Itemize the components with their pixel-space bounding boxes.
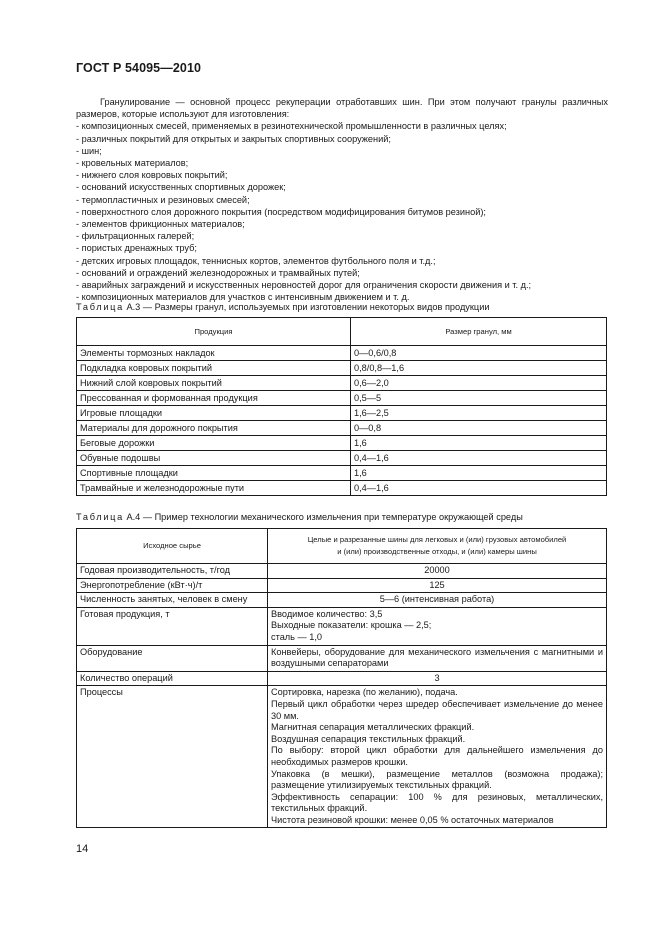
parameter-cell: Процессы [77,686,268,828]
table-row [77,406,607,421]
list-item: - нижнего слоя ковровых покрытий; [76,170,228,181]
column-header-tires [268,529,607,564]
value-cell: 125 [268,578,607,593]
size-cell: 0,5—5 [351,391,607,406]
product-cell: Материалы для дорожного покрытия [77,421,351,436]
parameter-cell: Готовая продукция, т [77,607,268,645]
table-a3-caption [76,301,489,313]
size-cell: 0—0,6/0,8 [351,346,607,361]
column-header-raw-material: Исходное сырье [77,529,268,564]
value-cell: 3 [268,671,607,686]
product-cell: Игровые площадки [77,406,351,421]
document-header: ГОСТ Р 54095—2010 [76,61,202,75]
value-line: Эффективность сепарации: 100 % для резиновых, металлических, текстильных фракций. [271,791,603,814]
table-a4-caption-text: А.4 — Пример технологии механического измельчения при температуре окружающей среды [123,512,523,522]
size-cell: 0,8/0,8—1,6 [351,361,607,376]
parameter-cell: Оборудование [77,645,268,671]
parameter-cell: Годовая производительность, т/год [77,564,268,579]
product-cell: Беговые дорожки [77,436,351,451]
value-line: Первый цикл обработки через шредер обеспечивает измельчение до менее 30 мм. [271,698,603,721]
table-a4-caption [76,511,523,523]
parameter-cell: Численность занятых, человек в смену [77,593,268,608]
list-item: - шин; [76,145,102,156]
list-item: - пористых дренажных труб; [76,243,197,254]
size-cell: 0,4—1,6 [351,481,607,496]
table-row [77,671,607,686]
value-line: По выбору: второй цикл обработки для дальнейшего измельчения до необходимых размеров крошки. [271,745,603,767]
table-row [77,451,607,466]
usage-list [76,120,608,303]
column-header-size: Размер гранул, мм [351,318,607,346]
page-number: 14 [76,843,89,855]
parameter-cell: Количество операций [77,671,268,686]
size-cell: 0—0,8 [351,421,607,436]
table-row [77,421,607,436]
size-cell: 0,4—1,6 [351,451,607,466]
granule-size-table [76,317,607,496]
value-line: сталь — 1,0 [271,631,323,642]
table-row [77,686,607,828]
table-a4-caption-word: Таблица [76,512,124,522]
product-cell: Подкладка ковровых покрытий [77,361,351,376]
size-cell: 1,6—2,5 [351,406,607,421]
list-item: - аварийных заграждений и искусственных неровностей дорог для ограничения скорости движения и т. д.; [76,280,532,291]
table-row [77,564,607,579]
value-line: Вводимое количество: 3,5 [271,608,383,619]
list-item: - поверхностного слоя дорожного покрытия (посредством модифицирования битумов резиной); [76,206,486,217]
product-cell: Спортивные площадки [77,466,351,481]
list-item: - композиционных материалов для участков с интенсивным движением и т. д. [76,292,410,303]
intro-paragraph: Гранулирование — основной процесс рекуперации отработавших шин. При этом получают гранулы различных размеров, которые используют для изготовления: [76,97,608,120]
list-item: - оснований искусственных спортивных дорожек; [76,182,286,193]
table-row [77,436,607,451]
list-item: - композиционных смесей, применяемых в резинотехнической промышленности в различных целях; [76,121,507,132]
table-a3-caption-word: Таблица [76,302,124,312]
size-cell: 0,6—2,0 [351,376,607,391]
table-row [77,593,607,608]
value-cell [268,607,607,645]
list-item: - элементов фрикционных материалов; [76,219,245,230]
table-row [77,645,607,671]
header-line: и (или) производственные отходы, и (или) камеры шины [337,547,537,556]
product-cell: Прессованная и формованная продукция [77,391,351,406]
table-row [77,361,607,376]
table-row [77,607,607,645]
size-cell: 1,6 [351,436,607,451]
product-cell: Обувные подошвы [77,451,351,466]
table-row [77,391,607,406]
product-cell: Элементы тормозных накладок [77,346,351,361]
product-cell: Трамвайные и железнодорожные пути [77,481,351,496]
grinding-technology-table [76,528,607,828]
value-line: Чистота резиновой крошки: менее 0,05 % остаточных материалов [271,814,554,825]
table-header-row [77,318,607,346]
table-a3-caption-text: А.3 — Размеры гранул, используемых при изготовлении некоторых видов продукции [123,302,490,312]
table-row [77,481,607,496]
value-line: Сортировка, нарезка (по желанию), подача. [271,687,458,698]
intro-section [76,96,608,303]
value-line: Выходные показатели: крошка — 2,5; [271,620,432,631]
value-cell: 20000 [268,564,607,579]
size-cell: 1,6 [351,466,607,481]
value-line: Воздушная сепарация текстильных фракций. [271,733,466,744]
list-item: - кровельных материалов; [76,158,189,169]
table-header-row [77,529,607,564]
list-item: - термопластичных и резиновых смесей; [76,194,250,205]
table-row [77,466,607,481]
table-row [77,346,607,361]
value-line: Магнитная сепарация металлических фракций. [271,722,475,733]
product-cell: Нижний слой ковровых покрытий [77,376,351,391]
table-row [77,376,607,391]
value-line: Упаковка (в мешки), размещение металлов (возможна продажа); размещение утилизируемых текстильных фракций. [271,768,603,791]
column-header-product: Продукция [77,318,351,346]
value-cell [268,686,607,828]
value-cell: Конвейеры, оборудование для механического измельчения с магнитными и воздушными сепараторами [268,645,607,671]
value-cell: 5—6 (интенсивная работа) [268,593,607,608]
list-item: - детских игровых площадок, теннисных кортов, элементов футбольного поля и т.д.; [76,255,436,266]
list-item: - оснований и ограждений железнодорожных и трамвайных путей; [76,267,360,278]
header-line: Целые и разрезанные шины для легковых и (или) грузовых автомобилей [307,535,567,544]
table-row [77,578,607,593]
list-item: - различных покрытий для открытых и закрытых спортивных сооружений; [76,133,391,144]
list-item: - фильтрационных галерей; [76,231,195,242]
parameter-cell: Энергопотребление (кВт·ч)/т [77,578,268,593]
